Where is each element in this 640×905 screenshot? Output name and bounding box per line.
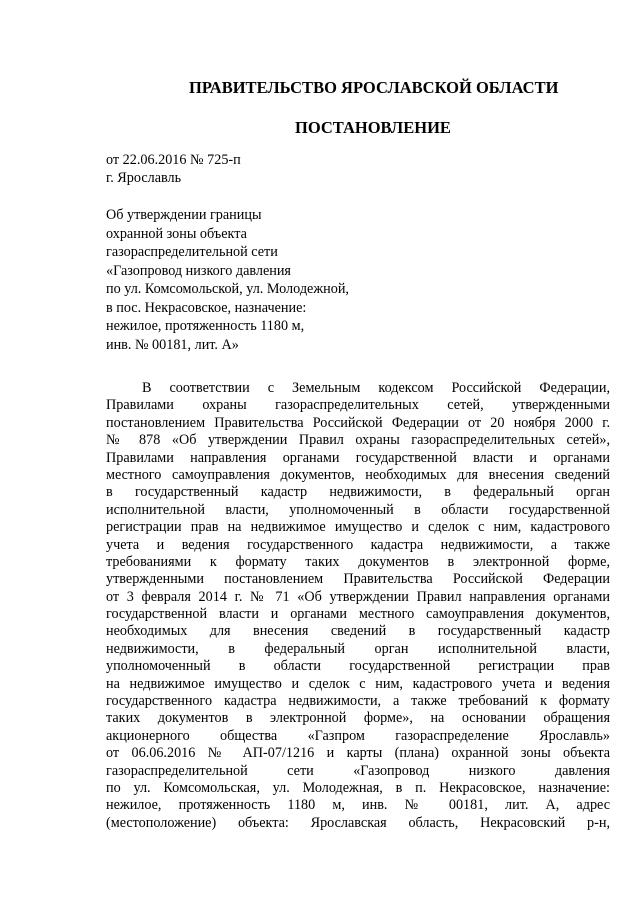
body-line: от 3 февраля 2014 г. № 71 «Об утверждении Правил направления органами (106, 588, 610, 605)
body-line: № 878 «Об утверждении Правил охраны газораспределительных сетей», (106, 432, 610, 449)
body-line: нежилое, протяженность 1180 м, инв. № 00181, лит. А, адрес (106, 797, 610, 814)
body-line: государственного кадастра недвижимости, а также требований к формату (106, 693, 610, 710)
body-line: в государственный кадастр недвижимости, в федеральный орган (106, 484, 610, 501)
city: г. Ярославль (106, 169, 182, 186)
body-line: (местоположение) объекта: Ярославская область, Некрасовский р-н, (106, 814, 610, 831)
body-line: необходимых для внесения сведений в государственный кадастр (106, 623, 610, 640)
subject-line: нежилое, протяженность 1180 м, (106, 318, 305, 334)
government-title: ПРАВИТЕЛЬСТВО ЯРОСЛАВСКОЙ ОБЛАСТИ (189, 78, 559, 97)
body-line: уполномоченный в области государственной регистрации прав (106, 658, 610, 675)
body-line: таких документов в электронной форме», на основании обращения (106, 710, 610, 727)
document-meta (106, 152, 241, 187)
body-line: местного самоуправления документов, необходимых для внесения сведений (106, 466, 610, 483)
document-subject (106, 206, 349, 354)
body-line: от 06.06.2016 № АП-07/1216 и карты (плана) охранной зоны объекта (106, 745, 610, 762)
subject-line: по ул. Комсомольской, ул. Молодежной, (106, 281, 349, 297)
document-type-title: ПОСТАНОВЛЕНИЕ (295, 118, 451, 137)
subject-line: в пос. Некрасовское, назначение: (106, 299, 307, 316)
body-line: требованиями к формату таких документов в электронной форме, (106, 553, 610, 570)
body-paragraph (106, 380, 610, 832)
subject-line: «Газопровод низкого давления (106, 262, 291, 279)
body-line: государственной власти и органами местного самоуправления документов, (106, 606, 610, 623)
body-line: утвержденными постановлением Правительства Российской Федерации (106, 571, 610, 588)
body-line: учета и ведения государственного кадастра недвижимости, а также (106, 536, 610, 553)
subject-line: Об утверждении границы (106, 207, 262, 223)
body-line: исполнительной власти, уполномоченный в области государственной (106, 501, 610, 518)
body-line: акционерного общества «Газпром газораспределение Ярославль» (106, 727, 610, 744)
subject-line: охранной зоны объекта (106, 225, 247, 242)
body-line: Правилами направления органами государственной власти и органами (106, 449, 610, 466)
subject-line: инв. № 00181, лит. А» (106, 336, 239, 353)
body-line: постановлением Правительства Российской Федерации от 20 ноября 2000 г. (106, 414, 610, 431)
body-line: газораспределительной сети «Газопровод низкого давления (106, 762, 610, 779)
body-line: на недвижимое имущество и сделок с ним, кадастрового учета и ведения (106, 675, 610, 692)
body-line: недвижимости, в федеральный орган исполнительной власти, (106, 640, 610, 657)
body-line: регистрации прав на недвижимое имущество и сделок с ним, кадастрового (106, 519, 610, 536)
body-line: В соответствии с Земельным кодексом Российской Федерации, (142, 380, 610, 396)
body-line: по ул. Комсомольская, ул. Молодежная, в п. Некрасовское, назначение: (106, 779, 610, 796)
date-number: от 22.06.2016 № 725-п (106, 152, 241, 168)
subject-line: газораспределительной сети (106, 244, 278, 260)
body-line: Правилами охраны газораспределительных сетей, утвержденными (106, 397, 610, 414)
